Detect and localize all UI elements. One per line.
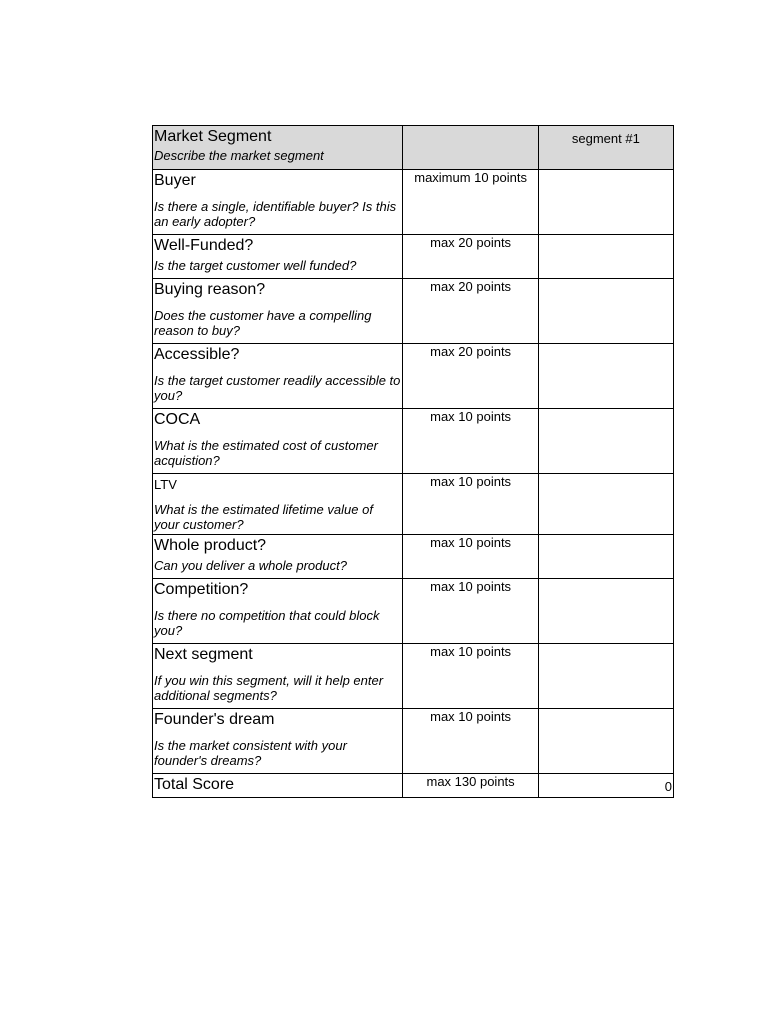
points-cell [403, 170, 538, 235]
total-score-cell [538, 774, 673, 798]
criteria-cell [153, 235, 403, 279]
criteria-title: LTV [154, 477, 177, 492]
total-title: Total Score [154, 776, 235, 793]
criteria-description: Is there no competition that could block you? [154, 608, 380, 638]
table-row [153, 235, 674, 279]
criteria-description: Can you deliver a whole product? [154, 558, 347, 573]
points-label: max 10 points [430, 709, 512, 724]
score-cell[interactable] [538, 279, 673, 344]
points-cell [403, 344, 538, 409]
header-criteria-cell [153, 126, 403, 170]
criteria-cell [153, 344, 403, 409]
score-cell[interactable] [538, 644, 673, 709]
criteria-description: Is there a single, identifiable buyer? Is this an early adopter? [154, 199, 397, 229]
points-cell [403, 535, 538, 579]
table-row [153, 535, 674, 579]
table-row [153, 409, 674, 474]
points-label: max 20 points [430, 344, 512, 359]
table-row [153, 474, 674, 535]
criteria-cell [153, 644, 403, 709]
market-segment-scorecard [152, 125, 674, 798]
header-title: Market Segment [154, 128, 272, 145]
total-points-cell [403, 774, 538, 798]
criteria-title: Founder's dream [154, 711, 275, 728]
points-label: max 20 points [430, 235, 512, 250]
criteria-description: Is the market consistent with your founder's dreams? [154, 738, 347, 768]
criteria-description: What is the estimated lifetime value of your customer? [154, 502, 373, 532]
criteria-cell [153, 170, 403, 235]
score-cell[interactable] [538, 344, 673, 409]
points-cell [403, 709, 538, 774]
score-cell[interactable] [538, 579, 673, 644]
criteria-title: COCA [154, 411, 201, 428]
total-label-cell [153, 774, 403, 798]
criteria-description: What is the estimated cost of customer acquistion? [154, 438, 378, 468]
header-description: Describe the market segment [154, 148, 324, 163]
score-cell[interactable] [538, 535, 673, 579]
table-row [153, 279, 674, 344]
criteria-title: Buying reason? [154, 281, 266, 298]
table-row [153, 709, 674, 774]
criteria-cell [153, 579, 403, 644]
criteria-cell [153, 535, 403, 579]
criteria-title: Whole product? [154, 537, 267, 554]
criteria-title: Accessible? [154, 346, 240, 363]
criteria-cell [153, 709, 403, 774]
score-cell[interactable] [538, 409, 673, 474]
table-row [153, 344, 674, 409]
points-label: max 20 points [430, 279, 512, 294]
header-row [153, 126, 674, 170]
points-label: max 10 points [430, 644, 512, 659]
criteria-cell [153, 409, 403, 474]
segment-label: segment #1 [571, 131, 640, 146]
score-cell[interactable] [538, 709, 673, 774]
score-cell[interactable] [538, 474, 673, 535]
points-label: max 10 points [430, 409, 512, 424]
table-row [153, 644, 674, 709]
total-points-label: max 130 points [426, 774, 515, 789]
header-points-cell [403, 126, 538, 170]
points-cell [403, 644, 538, 709]
criteria-title: Buyer [154, 172, 196, 189]
header-segment-cell[interactable] [538, 126, 673, 170]
points-cell [403, 474, 538, 535]
points-label: max 10 points [430, 579, 512, 594]
criteria-title: Competition? [154, 581, 249, 598]
total-score-value: 0 [664, 779, 672, 794]
score-cell[interactable] [538, 170, 673, 235]
points-cell [403, 235, 538, 279]
criteria-description: Is the target customer readily accessible to you? [154, 373, 401, 403]
criteria-title: Next segment [154, 646, 253, 663]
points-cell [403, 279, 538, 344]
criteria-cell [153, 279, 403, 344]
points-label: max 10 points [430, 474, 512, 489]
table-row [153, 170, 674, 235]
criteria-description: Is the target customer well funded? [154, 258, 357, 273]
total-row [153, 774, 674, 798]
criteria-description: Does the customer have a compelling reason to buy? [154, 308, 372, 338]
points-cell [403, 409, 538, 474]
points-cell [403, 579, 538, 644]
points-label: max 10 points [430, 535, 512, 550]
criteria-title: Well-Funded? [154, 237, 254, 254]
criteria-description: If you win this segment, will it help enter additional segments? [154, 673, 384, 703]
criteria-cell [153, 474, 403, 535]
points-label: maximum 10 points [414, 170, 527, 185]
score-cell[interactable] [538, 235, 673, 279]
table-row [153, 579, 674, 644]
